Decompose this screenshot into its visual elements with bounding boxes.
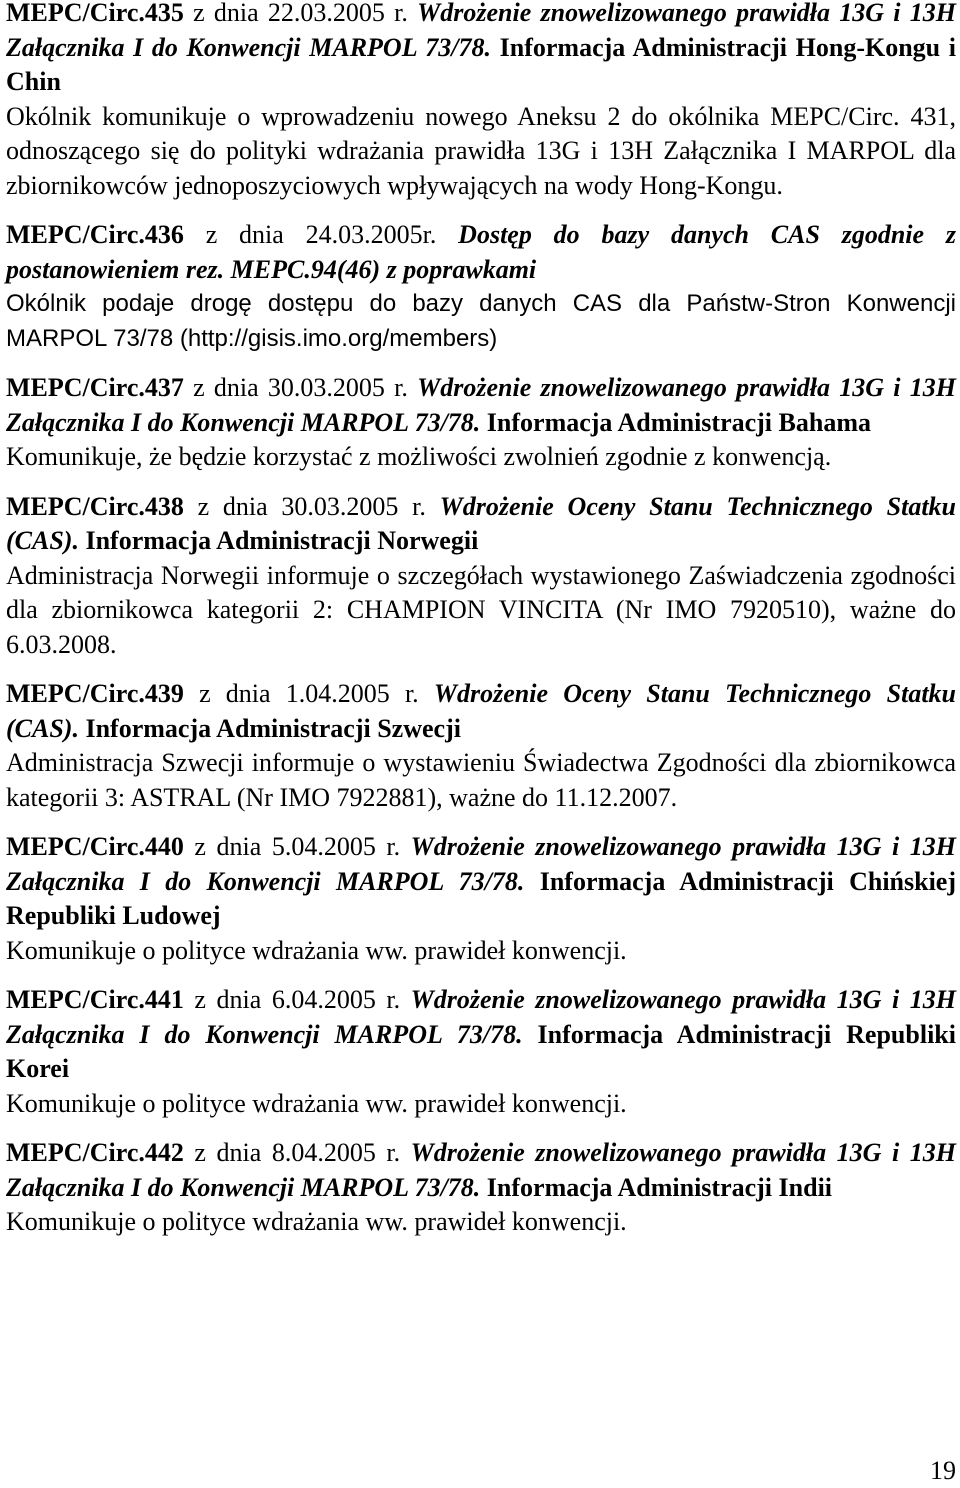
circular-title: Wdrożenie Oceny Stanu Technicznego Statku (CAS).	[6, 491, 957, 555]
circular-heading	[6, 983, 956, 1087]
circular-heading	[6, 490, 956, 559]
circular-heading	[6, 677, 956, 746]
circular-admin: Informacja Administracji Hong-Kongu i Chin	[6, 32, 957, 96]
circular-entry	[6, 677, 956, 815]
circular-heading	[6, 371, 956, 440]
circular-id: MEPC/Circ.435	[6, 0, 184, 27]
circular-description: Administracja Norwegii informuje o szczegółach wystawionego Zaświadczenia zgodności dla zbiornikowca kategorii 2: CHAMPION VINCITA (Nr IMO 7920510), ważne do 6.03.2008.	[6, 560, 956, 659]
circular-entry	[6, 218, 956, 356]
circular-heading	[6, 218, 956, 287]
circular-admin: Informacja Administracji Szwecji	[78, 713, 461, 743]
circular-title: Wdrożenie Oceny Stanu Technicznego Statku (CAS).	[6, 679, 956, 743]
circular-admin: Informacja Administracji Indii	[480, 1172, 833, 1202]
circular-description: Komunikuje o polityce wdrażania ww. prawideł konwencji.	[6, 1207, 627, 1236]
circular-admin: Informacja Administracji Republiki Korei	[6, 1019, 956, 1083]
circular-title: Wdrożenie znowelizowanego prawidła 13G i 13H Załącznika I do Konwencji MARPOL 73/78.	[6, 832, 956, 896]
circular-date: z dnia 5.04.2005 r.	[183, 832, 411, 861]
circular-date: z dnia 8.04.2005 r.	[183, 1138, 411, 1167]
circular-heading	[6, 830, 956, 934]
circular-admin: Informacja Administracji Bahama	[480, 407, 871, 437]
circular-title: Wdrożenie znowelizowanego prawidła 13G i 13H Załącznika I do Konwencji MARPOL 73/78.	[6, 0, 956, 62]
circular-date: z dnia 6.04.2005 r.	[183, 985, 411, 1014]
circular-date: z dnia 24.03.2005r.	[183, 220, 459, 249]
page-number: 19	[930, 1456, 956, 1485]
circular-description: Okólnik komunikuje o wprowadzeniu nowego Aneksu 2 do okólnika MEPC/Circ. 431, odnoszącego się do polityki wdrażania prawidła 13G i 13H Załącznika I MARPOL dla zbiornikowców jednoposzyciowych wpływających na wody Hong-Kongu.	[6, 101, 956, 200]
circular-admin: Informacja Administracji Norwegii	[78, 526, 479, 555]
circular-title: Wdrożenie znowelizowanego prawidła 13G i 13H Załącznika I do Konwencji MARPOL 73/78.	[6, 985, 956, 1049]
circular-title: Dostęp do bazy danych CAS zgodnie z postanowieniem rez. MEPC.94(46) z poprawkami	[6, 220, 956, 284]
circular-description: Komunikuje, że będzie korzystać z możliwości zwolnień zgodnie z konwencją.	[6, 442, 832, 471]
circular-entry	[6, 371, 956, 475]
document-page	[6, 0, 956, 1255]
circular-date: z dnia 1.04.2005 r.	[183, 679, 434, 708]
circular-heading	[6, 1136, 956, 1205]
circular-id: MEPC/Circ.439	[6, 679, 184, 708]
circular-entry	[6, 490, 956, 663]
circular-heading	[6, 0, 956, 100]
circular-date: z dnia 30.03.2005 r.	[183, 491, 440, 521]
circular-entry	[6, 830, 956, 968]
circular-description: Komunikuje o polityce wdrażania ww. prawideł konwencji.	[6, 1088, 627, 1118]
circular-entry	[6, 0, 956, 203]
circular-id: MEPC/Circ.441	[6, 985, 184, 1014]
circular-id: MEPC/Circ.440	[6, 832, 184, 861]
circular-date: z dnia 22.03.2005 r.	[183, 0, 418, 27]
circular-description: Komunikuje o polityce wdrażania ww. prawideł konwencji.	[6, 935, 627, 965]
circular-entry	[6, 1136, 956, 1240]
circular-description: Administracja Szwecji informuje o wystawieniu Świadectwa Zgodności dla zbiornikowca kategorii 3: ASTRAL (Nr IMO 7922881), ważne do 11.12.2007.	[6, 748, 956, 812]
circular-admin: Informacja Administracji Chińskiej Republiki Ludowej	[6, 866, 956, 930]
circular-description: Okólnik podaje drogę dostępu do bazy danych CAS dla Państw-Stron Konwencji MARPOL 73/78 (http://gisis.imo.org/members)	[6, 290, 956, 352]
circular-title: Wdrożenie znowelizowanego prawidła 13G i 13H Załącznika I do Konwencji MARPOL 73/78.	[6, 373, 956, 437]
circular-entry	[6, 983, 956, 1121]
circular-title: Wdrożenie znowelizowanego prawidła 13G i 13H Załącznika I do Konwencji MARPOL 73/78.	[6, 1138, 956, 1202]
circular-date: z dnia 30.03.2005 r.	[183, 373, 418, 402]
circular-id: MEPC/Circ.442	[6, 1138, 184, 1167]
circular-id: MEPC/Circ.438	[6, 491, 184, 521]
circular-id: MEPC/Circ.436	[6, 220, 184, 249]
circular-id: MEPC/Circ.437	[6, 373, 184, 402]
